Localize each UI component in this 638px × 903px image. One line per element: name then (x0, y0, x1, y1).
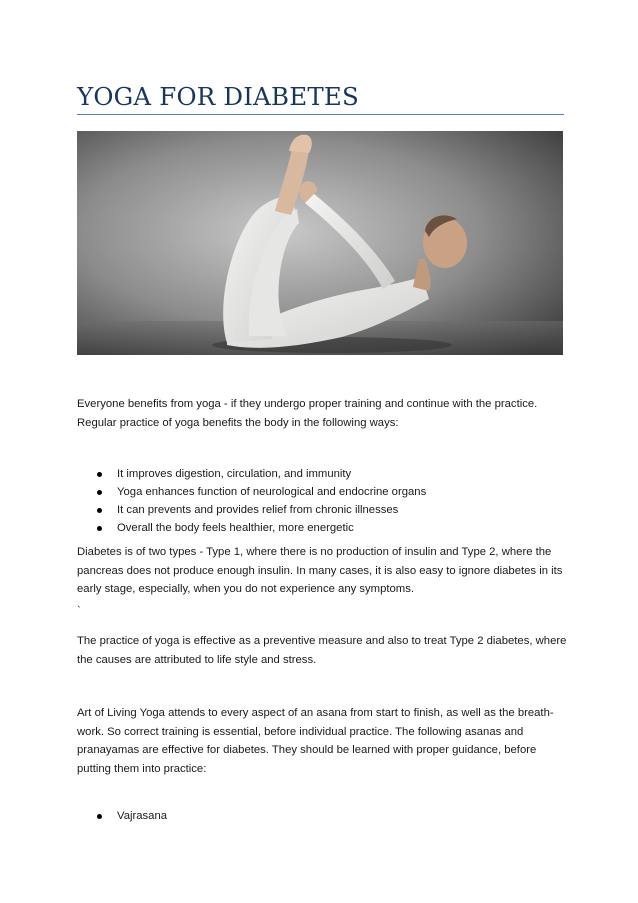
list-item (77, 483, 557, 501)
list-item-text: It can prevents and provides relief from chronic illnesses (117, 504, 399, 516)
bullet-icon (97, 472, 102, 477)
diabetes-types-paragraph: Diabetes is of two types - Type 1, where there is no production of insulin and Type 2, where the pancreas does not produce enough insulin. In many cases, it is also easy to ignore diabetes in its early stage, especially, when you do not experience any symptoms. (77, 546, 563, 595)
page-title: YOGA FOR DIABETES (77, 82, 359, 111)
benefits-list (77, 465, 557, 537)
bullet-icon (97, 508, 102, 513)
prevention-paragraph: The practice of yoga is effective as a preventive measure and also to treat Type 2 diabetes, where the causes are attributed to life style and stress. (77, 635, 567, 666)
list-item (77, 519, 557, 537)
intro-paragraph: Everyone benefits from yoga - if they undergo proper training and continue with the practice. Regular practice of yoga benefits the body in the following ways: (77, 398, 538, 429)
asana-list (77, 807, 557, 825)
stray-backtick: ` (77, 605, 81, 617)
list-item-text: Yoga enhances function of neurological and endocrine organs (117, 486, 427, 498)
list-item-text: It improves digestion, circulation, and immunity (117, 468, 352, 480)
list-item-text: Vajrasana (117, 810, 168, 822)
list-item (77, 807, 557, 825)
title-underline (77, 114, 564, 115)
bullet-icon (97, 814, 102, 819)
list-item-text: Overall the body feels healthier, more energetic (117, 522, 354, 534)
list-item (77, 501, 557, 519)
yoga-photo (77, 131, 563, 355)
bullet-icon (97, 526, 102, 531)
bullet-icon (97, 490, 102, 495)
list-item (77, 465, 557, 483)
art-of-living-paragraph: Art of Living Yoga attends to every aspect of an asana from start to finish, as well as the breath-work. So correct training is essential, before individual practice. The following asanas and pranayamas are effective for diabetes. They should be learned with proper guidance, before putting them into practice: (77, 707, 554, 775)
